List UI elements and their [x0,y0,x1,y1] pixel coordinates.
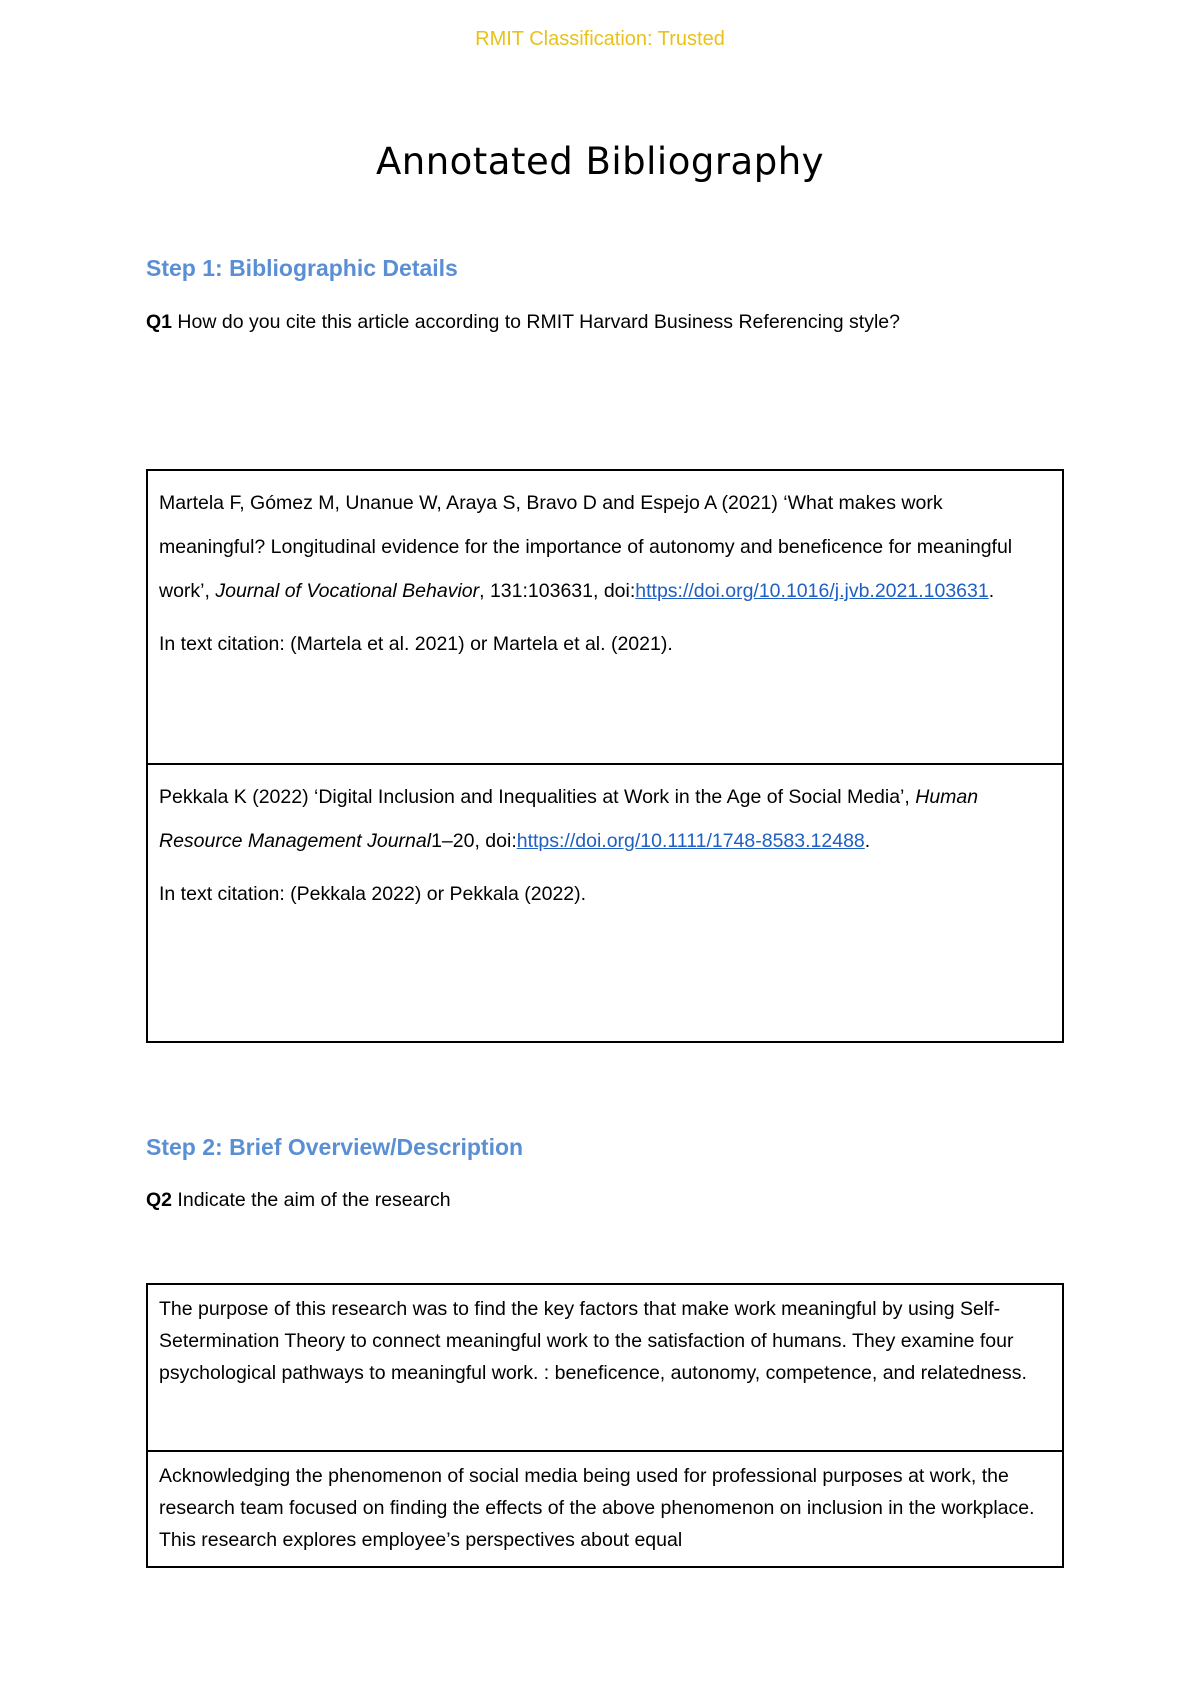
reference-pekkala-journal: Human Resource Management Journal [159,786,979,852]
question-2 [146,1189,451,1212]
citation-table [146,469,1064,1043]
question-1 [146,311,900,334]
reference-martela-text: Martela F, Gómez M, Unanue W, Araya S, Bravo D and Espejo A (2021) ‘What makes work meaningful? Longitudinal evidence for the importance of autonomy and beneficence for meaningful work’, [159,492,1013,602]
question-1-label: Q1 [146,311,173,333]
aim-cell-martela [147,1284,1063,1451]
in-text-citation-martela: In text citation: (Martela et al. 2021) or Martela et al. (2021). [159,633,673,655]
reference-pekkala-pages: 1–20, doi: [431,830,517,852]
aim-answer-martela: The purpose of this research was to find the key factors that make work meaningful by using Self-Setermination Theory to connect meaningful work to the satisfaction of humans. They examine four psychological pathways to meaningful work. : beneficence, autonomy, competence, and relatedness. [159,1298,1027,1384]
reference-martela-end: . [988,580,995,602]
classification-label: RMIT Classification: Trusted [475,28,725,50]
reference-pekkala-text: Pekkala K (2022) ‘Digital Inclusion and Inequalities at Work in the Age of Social Media’, [159,786,916,808]
question-2-label: Q2 [146,1189,173,1211]
citation-cell-martela [147,470,1063,764]
step1-heading: Step 1: Bibliographic Details [146,255,458,281]
reference-pekkala-end: . [864,830,871,852]
page-title: Annotated Bibliography [375,140,825,183]
reference-pekkala [159,775,1051,863]
aim-answer-pekkala: Acknowledging the phenomenon of social media being used for professional purposes at work, the research team focused on finding the effects of the above phenomenon on inclusion in the workplace. This research explores employee’s perspectives about equal [159,1465,1035,1551]
citation-cell-pekkala [147,764,1063,1042]
aim-cell-pekkala [147,1451,1063,1567]
question-2-text: Indicate the aim of the research [172,1189,451,1211]
reference-martela [159,481,1051,613]
doi-link-pekkala[interactable]: https://doi.org/10.1111/1748-8583.12488 [516,830,865,852]
in-text-citation-pekkala: In text citation: (Pekkala 2022) or Pekkala (2022). [159,883,587,905]
doi-link-martela[interactable]: https://doi.org/10.1016/j.jvb.2021.103631 [635,580,989,602]
step2-heading: Step 2: Brief Overview/Description [146,1134,524,1160]
reference-martela-journal: Journal of Vocational Behavior [215,580,480,602]
reference-martela-volume: , 131:103631, doi: [479,580,636,602]
question-1-text: How do you cite this article according to RMIT Harvard Business Referencing style? [172,311,900,333]
aim-table [146,1283,1064,1568]
